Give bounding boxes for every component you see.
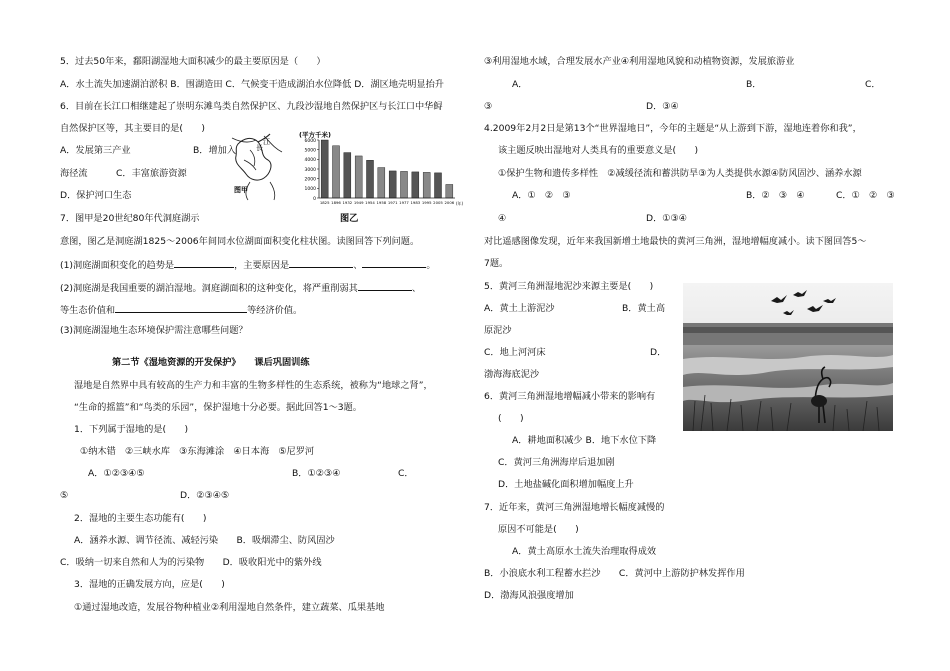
answer-blank[interactable] [358, 281, 412, 291]
chart-x-tick-label: 2006 [444, 200, 455, 205]
sub-question-3: 3．湿地的正确发展方向，应是( ) [74, 579, 225, 590]
chart-y-tick-label: 2000 [304, 177, 316, 183]
sub-question-1-option-d: D．②③④⑤ [180, 490, 230, 501]
question-r6-line2: ( ) [498, 413, 524, 424]
question-6-option-b: B．增加入 [193, 145, 237, 156]
answer-blank[interactable] [362, 258, 426, 268]
answer-blank[interactable] [174, 258, 234, 268]
question-4-option-a: A．① ② ③ [512, 190, 571, 201]
question-6-option-b-cont: 海径流 [60, 168, 88, 179]
chart-bar [412, 172, 419, 198]
chart-bar [321, 140, 328, 198]
question-4-line2: 该主题反映出湿地对人类具有的重要意义是( ) [498, 145, 699, 156]
chart-ylabel: (平方千米) [299, 131, 331, 139]
sub-question-1-option-a: A．①②③④⑤ [88, 468, 145, 479]
chart-y-tick-label: 0 [313, 196, 316, 202]
sub-question-1-option-b: B．①②③④ [292, 468, 341, 479]
question-r5-option-a: A．黄土上游泥沙 [484, 303, 555, 314]
question-6-line2: 自然保护区等，其主要目的是( ) [60, 123, 205, 134]
question-4-option-c-cont: ④ [498, 213, 507, 224]
question-7-sub2-cont: 等生态价值和 等经济价值。 [60, 305, 303, 316]
chart-x-tick-label: 1825 [319, 200, 330, 205]
question-r7-option-d: D．渤海风浪强度增加 [484, 590, 574, 601]
map-caption: 图甲 [234, 186, 248, 194]
wetland-birds-photo [683, 283, 893, 431]
intro-line2: “生命的摇篮”和“鸟类的乐园”，保护湿地十分必要。据此回答1～3题。 [74, 402, 362, 413]
chart-bar [423, 172, 430, 198]
chart-x-tick-label: 1896 [331, 200, 341, 205]
question-6-option-d: D．保护河口生态 [60, 190, 132, 201]
chart-bar [434, 173, 441, 198]
question-7-line2: 意图，图乙是洞庭湖1825～2006年间同水位湖面面积变化柱状图。读图回答下列问题。 [60, 236, 420, 247]
question-r6-option-ab: A．耕地面积减少 B．地下水位下降 [512, 435, 657, 446]
question-4-items: ①保护生物和遗传多样性 ②减缓径流和蓄洪防旱③为人类提供水源④防风固沙、涵养水源 [498, 168, 862, 179]
chart-x-tick-label: 1949 [353, 200, 364, 205]
question-r7-option-a: A．黄土高原水土流失治理取得成效 [512, 546, 657, 557]
chart-x-tick-label: 1971 [387, 200, 398, 205]
question-7-sub3: (3)洞庭湖湿地生态环境保护需注意哪些问题？ [60, 325, 248, 336]
question-5-options: A．水土流失加速湖泊淤积 B．围湖造田 C．气候变干造成湖泊水位降低 D．湖区地壳明显抬升 [60, 79, 444, 90]
sub-question-3-option-c: C． [865, 79, 881, 90]
chart-x-tick-label: 1958 [376, 200, 387, 205]
sub-question-3-line2: ③利用湿地水域，合理发展水产业④利用湿地风貌和动植物资源，发展旅游业 [484, 56, 795, 67]
sub-question-1-option-c-cont: ⑤ [60, 490, 69, 501]
chart-bar [446, 184, 453, 198]
question-r5-option-b-cont: 原泥沙 [484, 325, 512, 336]
intro-line4: 7题。 [484, 258, 509, 269]
question-r7-line1: 7．近年来，黄河三角洲湿地增长幅度减慢的 [484, 502, 665, 513]
question-4-option-b: B．② ③ ④ [746, 190, 805, 201]
question-r5-option-d: D． [650, 347, 667, 358]
question-r7-line2: 原因不可能是( ) [498, 524, 579, 535]
chart-y-tick-label: 5000 [304, 148, 316, 154]
chart-y-tick-label: 3000 [304, 167, 316, 173]
question-r7-option-bc: B．小浪底水利工程蓄水拦沙 C．黄河中上游防护林发挥作用 [484, 568, 745, 579]
chart-x-tick-label: 1983 [410, 200, 421, 205]
lake-area-bar-chart [297, 130, 467, 208]
sub-question-1-option-c: C． [398, 468, 414, 479]
chart-x-tick-label: 2005 [433, 200, 443, 205]
intro-line3: 对比遥感图像发现，近年来我国新增土地最快的黄河三角洲，湿地增幅度减小。读下图回答5～ [484, 236, 867, 247]
chart-x-tick-label: 1932 [342, 200, 353, 205]
chart-x-tick-label: 1995 [421, 200, 432, 205]
chart-x-unit: (年) [456, 201, 464, 206]
question-6-line1: 6．目前在长江口相继建起了崇明东滩鸟类自然保护区、九段沙湿地自然保护区与长江口中华鲟 [60, 101, 443, 112]
question-r6-option-c: C．黄河三角洲海岸后退加剧 [498, 457, 615, 468]
question-7-line1: 7．图甲是20世纪80年代洞庭湖示 [60, 213, 200, 224]
question-4-line1: 4.2009年2月2日是第13个“世界湿地日”，今年的主题是“从上游到下游，湿地连着你和我”， [484, 123, 862, 134]
answer-blank[interactable] [115, 303, 247, 313]
question-7-sub1: (1)洞庭湖面积变化的趋势是 ，主要原因是 、 。 [60, 260, 436, 271]
chart-bar [366, 160, 373, 198]
chart-y-tick-label: 6000 [304, 138, 316, 144]
sub-question-1-items: ①纳木错 ②三峡水库 ③东海滩涂 ④日本海 ⑤尼罗河 [80, 446, 315, 457]
chart-bar [400, 171, 407, 198]
dongting-lake-map [230, 130, 290, 202]
answer-blank[interactable] [289, 258, 353, 268]
sub-question-3-line1: ①通过湿地改造，发展谷物种植业②利用湿地自然条件，建立蔬菜、瓜果基地 [74, 602, 385, 613]
question-r6-line1: 6．黄河三角洲湿地增幅减小带来的影响有 [484, 391, 656, 402]
question-6-option-c: C．丰富旅游资源 [116, 168, 187, 179]
chart-y-tick-label: 4000 [304, 158, 316, 164]
chart-x-tick-label: 1954 [365, 200, 375, 205]
section-title: 第二节《湿地资源的开发保护》 课后巩固训练 [112, 357, 310, 368]
sub-question-1: 1．下列属于湿地的是( ) [74, 424, 189, 435]
chart-x-tick-label: 1977 [399, 200, 409, 205]
sub-question-3-option-d: D．③④ [646, 101, 679, 112]
map-label-jiang: 江 [263, 138, 270, 146]
sub-question-3-option-a: A． [512, 79, 528, 90]
chart-bar [344, 153, 351, 198]
question-5: 5．过去50年来，鄱阳湖湿地大面积减少的最主要原因是（ ） [60, 56, 326, 67]
question-r5-option-c: C．地上河河床 [484, 347, 546, 358]
intro-line1: 湿地是自然界中具有较高的生产力和丰富的生物多样性的生态系统，被称为“地球之肾”， [74, 380, 433, 391]
question-7-sub2: (2)洞庭湖是我国重要的湖泊湿地。洞庭湖面积的这种变化，将严重削弱其 、 [60, 283, 422, 294]
map-label-chang: 长 [256, 144, 263, 152]
chart-y-tick-label: 1000 [304, 187, 316, 193]
sub-question-2: 2．湿地的主要生态功能有( ) [74, 513, 207, 524]
sub-question-3-option-c-cont: ③ [484, 101, 493, 112]
sub-question-2-options-cd: C．吸纳一切来自然和人为的污染物 D．吸收阳光中的紫外线 [60, 557, 322, 568]
question-r5-option-d-cont: 渤海海底泥沙 [484, 369, 540, 380]
sub-question-3-option-b: B． [746, 79, 762, 90]
question-4-option-c: C．① ② ③ [836, 190, 895, 201]
question-6-option-a: A．发展第三产业 [60, 145, 131, 156]
chart-bar [355, 156, 362, 198]
chart-bar [378, 168, 385, 198]
chart-caption: 图乙 [340, 213, 359, 224]
question-r6-option-d: D．土地盐碱化面积增加幅度上升 [498, 479, 634, 490]
chart-bar [332, 146, 339, 198]
question-4-option-d: D．①③④ [646, 213, 687, 224]
question-r5-option-b: B．黄土高 [622, 303, 666, 314]
question-r5: 5．黄河三角洲湿地泥沙来源主要是( ) [484, 281, 654, 292]
chart-bar [389, 171, 396, 198]
sub-question-2-options-ab: A．涵养水源、调节径流、减轻污染 B．吸烟滞尘、防风固沙 [74, 535, 335, 546]
